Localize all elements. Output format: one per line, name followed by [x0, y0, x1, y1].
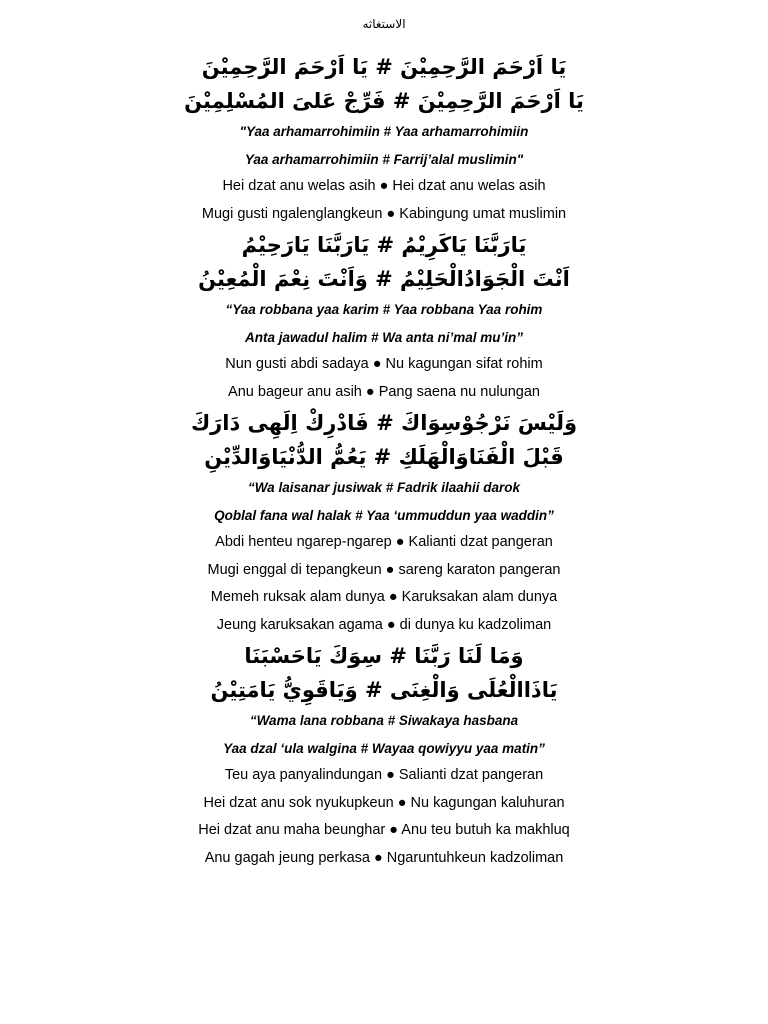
- transliteration-line: Qoblal fana wal halak # Yaa ‘ummuddun yaa waddin”: [214, 507, 554, 523]
- translation-line: Teu aya panyalindungan ● Salianti dzat pangeran: [224, 767, 544, 783]
- translation-line: Abdi henteu ngarep-ngarep ● Kalianti dzat pangeran: [215, 534, 553, 550]
- transliteration-line: Yaa dzal ‘ula walgina # Wayaa qowiyyu yaa matin”: [223, 740, 545, 756]
- arabic-verse-line: يَاذَاالْعُلَى وَالْغِنَى # وَيَاقَوِيُّ يَامَتِيْنُ: [210, 678, 558, 702]
- transliteration-line: Yaa arhamarrohimiin # Farrij’alal muslimin": [244, 151, 524, 167]
- translation-line: Hei dzat anu maha beunghar ● Anu teu butuh ka makhluq: [198, 822, 570, 838]
- arabic-verse-line: قَبْلَ الْفَنَاوَالْهَلَكِ # يَعُمُّ الدُّنْيَاوَالدِّيْنِ: [204, 445, 564, 469]
- translation-line: Nun gusti abdi sadaya ● Nu kagungan sifat rohim: [225, 356, 543, 372]
- transliteration-line: “Wama lana robbana # Siwakaya hasbana: [249, 713, 519, 728]
- poem-body: [0, 50, 768, 872]
- arabic-verse-line: اَنْتَ الْجَوَادُالْحَلِيْمُ # وَاَنْتَ نِعْمَ الْمُعِيْنُ: [198, 267, 570, 291]
- page-header-title: الاستغاثه: [362, 17, 406, 31]
- translation-line: Hei dzat anu welas asih ● Hei dzat anu welas asih: [222, 178, 546, 194]
- transliteration-line: “Wa laisanar jusiwak # Fadrik ilaahii darok: [247, 480, 521, 495]
- arabic-verse-line: يَارَبَّنَا يَاكَرِيْمُ # يَارَبَّنَا يَارَحِيْمُ: [241, 233, 527, 257]
- transliteration-line: “Yaa robbana yaa karim # Yaa robbana Yaa rohim: [225, 302, 543, 317]
- translation-line: Jeung karuksakan agama ● di dunya ku kadzoliman: [216, 616, 552, 633]
- translation-line: Hei dzat anu sok nyukupkeun ● Nu kagungan kaluhuran: [203, 794, 565, 811]
- arabic-verse-line: وَمَا لَنَا رَبَّنَا # سِوَكَ يَاحَسْبَنَا: [244, 644, 524, 668]
- translation-line: Memeh ruksak alam dunya ● Karuksakan alam dunya: [210, 589, 558, 605]
- translation-line: Anu bageur anu asih ● Pang saena nu nulungan: [228, 383, 540, 400]
- transliteration-line: "Yaa arhamarrohimiin # Yaa arhamarrohimiin: [239, 124, 529, 139]
- translation-line: Mugi enggal di tepangkeun ● sareng karaton pangeran: [207, 561, 561, 578]
- arabic-verse-line: يَا اَرْحَمَ الرَّحِمِيْنَ # يَا اَرْحَمَ الرَّحِمِيْنَ: [201, 55, 567, 79]
- transliteration-line: Anta jawadul halim # Wa anta ni’mal mu’in”: [244, 329, 524, 345]
- arabic-verse-line: يَا اَرْحَمَ الرَّحِمِيْنَ # فَرِّجْ عَلىَ المُسْلِمِيْنَ: [184, 89, 584, 113]
- translation-line: Anu gagah jeung perkasa ● Ngaruntuhkeun kadzoliman: [204, 849, 564, 866]
- arabic-verse-line: وَلَيْسَ نَرْجُوْسِوَاكَ # فَادْرِكْ اِلَهِى دَارَكَ: [190, 411, 578, 435]
- translation-line: Mugi gusti ngalenglangkeun ● Kabingung umat muslimin: [201, 205, 567, 222]
